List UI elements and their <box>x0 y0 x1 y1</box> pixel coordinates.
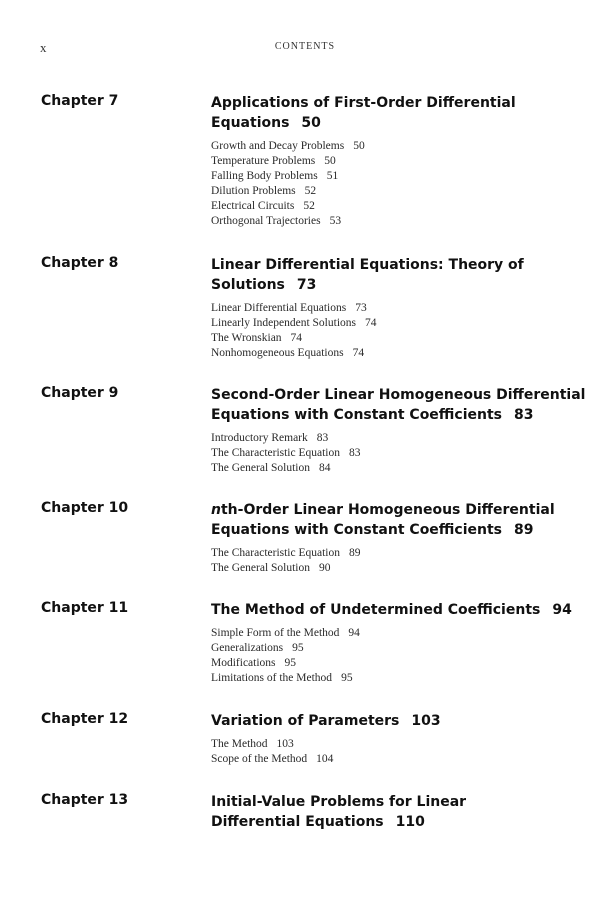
section-entry[interactable]: Linearly Independent Solutions 74 <box>211 317 377 329</box>
chapter-title[interactable]: Applications of First-Order Differential Equations 50 <box>211 95 516 131</box>
section-entry[interactable]: Falling Body Problems 51 <box>211 170 339 182</box>
chapter-body <box>211 500 591 576</box>
section-entry[interactable]: Temperature Problems 50 <box>211 155 336 167</box>
section-list <box>211 626 591 686</box>
section-entry[interactable]: Electrical Circuits 52 <box>211 200 315 212</box>
section-list <box>211 301 591 361</box>
chapter-page: 89 <box>514 522 534 538</box>
chapter-label: Chapter 7 <box>41 93 119 109</box>
running-head <box>0 40 610 56</box>
section-entry[interactable]: Scope of the Method 104 <box>211 753 334 765</box>
chapter-body <box>211 711 591 767</box>
section-entry[interactable]: The Wronskian 74 <box>211 332 303 344</box>
chapter-body <box>211 93 591 229</box>
section-entry[interactable]: Limitations of the Method 95 <box>211 672 353 684</box>
chapter-page: 83 <box>514 407 534 423</box>
section-entry[interactable]: Dilution Problems 52 <box>211 185 317 197</box>
chapter-title[interactable]: nth-Order Linear Homogeneous Differential Equations with Constant Coefficients 89 <box>211 502 555 538</box>
chapter-label: Chapter 13 <box>41 792 129 808</box>
chapter-body <box>211 600 591 686</box>
chapter-page: 110 <box>395 814 425 830</box>
chapter-label: Chapter 11 <box>41 600 129 616</box>
section-entry[interactable]: Introductory Remark 83 <box>211 432 329 444</box>
chapter-page: 50 <box>301 115 321 131</box>
section-entry[interactable]: Growth and Decay Problems 50 <box>211 140 365 152</box>
section-entry[interactable]: Generalizations 95 <box>211 642 304 654</box>
chapter-body <box>211 385 591 476</box>
chapter-page: 103 <box>411 713 441 729</box>
page-folio: x <box>40 40 47 55</box>
chapter-label: Chapter 9 <box>41 385 119 401</box>
section-entry[interactable]: Nonhomogeneous Equations 74 <box>211 347 365 359</box>
section-entry[interactable]: Modifications 95 <box>211 657 297 669</box>
chapter-label: Chapter 12 <box>41 711 129 727</box>
section-entry[interactable]: The Method 103 <box>211 738 294 750</box>
chapter-title[interactable]: The Method of Undetermined Coefficients 94 <box>211 602 572 618</box>
section-entry[interactable]: The Characteristic Equation 89 <box>211 547 361 559</box>
section-entry[interactable]: The Characteristic Equation 83 <box>211 447 361 459</box>
chapter-label: Chapter 10 <box>41 500 129 516</box>
section-entry[interactable]: Orthogonal Trajectories 53 <box>211 215 342 227</box>
chapter-body <box>211 792 591 832</box>
section-list <box>211 546 591 576</box>
chapter-title[interactable]: Second-Order Linear Homogeneous Differential Equations with Constant Coefficients 83 <box>211 387 586 423</box>
chapter-label: Chapter 8 <box>41 255 119 271</box>
section-list <box>211 139 591 229</box>
section-list <box>211 737 591 767</box>
section-entry[interactable]: The General Solution 90 <box>211 562 331 574</box>
chapter-body <box>211 255 591 361</box>
section-list <box>211 431 591 476</box>
chapter-title[interactable]: Linear Differential Equations: Theory of Solutions 73 <box>211 257 524 293</box>
section-entry[interactable]: Simple Form of the Method 94 <box>211 627 360 639</box>
running-title: CONTENTS <box>274 41 336 52</box>
chapter-page: 73 <box>296 277 317 293</box>
section-entry[interactable]: Linear Differential Equations 73 <box>211 302 367 314</box>
chapter-page: 94 <box>552 602 572 618</box>
chapter-title[interactable]: Initial-Value Problems for Linear Differential Equations 110 <box>211 794 467 830</box>
section-entry[interactable]: The General Solution 84 <box>211 462 331 474</box>
chapter-title[interactable]: Variation of Parameters 103 <box>211 713 441 729</box>
